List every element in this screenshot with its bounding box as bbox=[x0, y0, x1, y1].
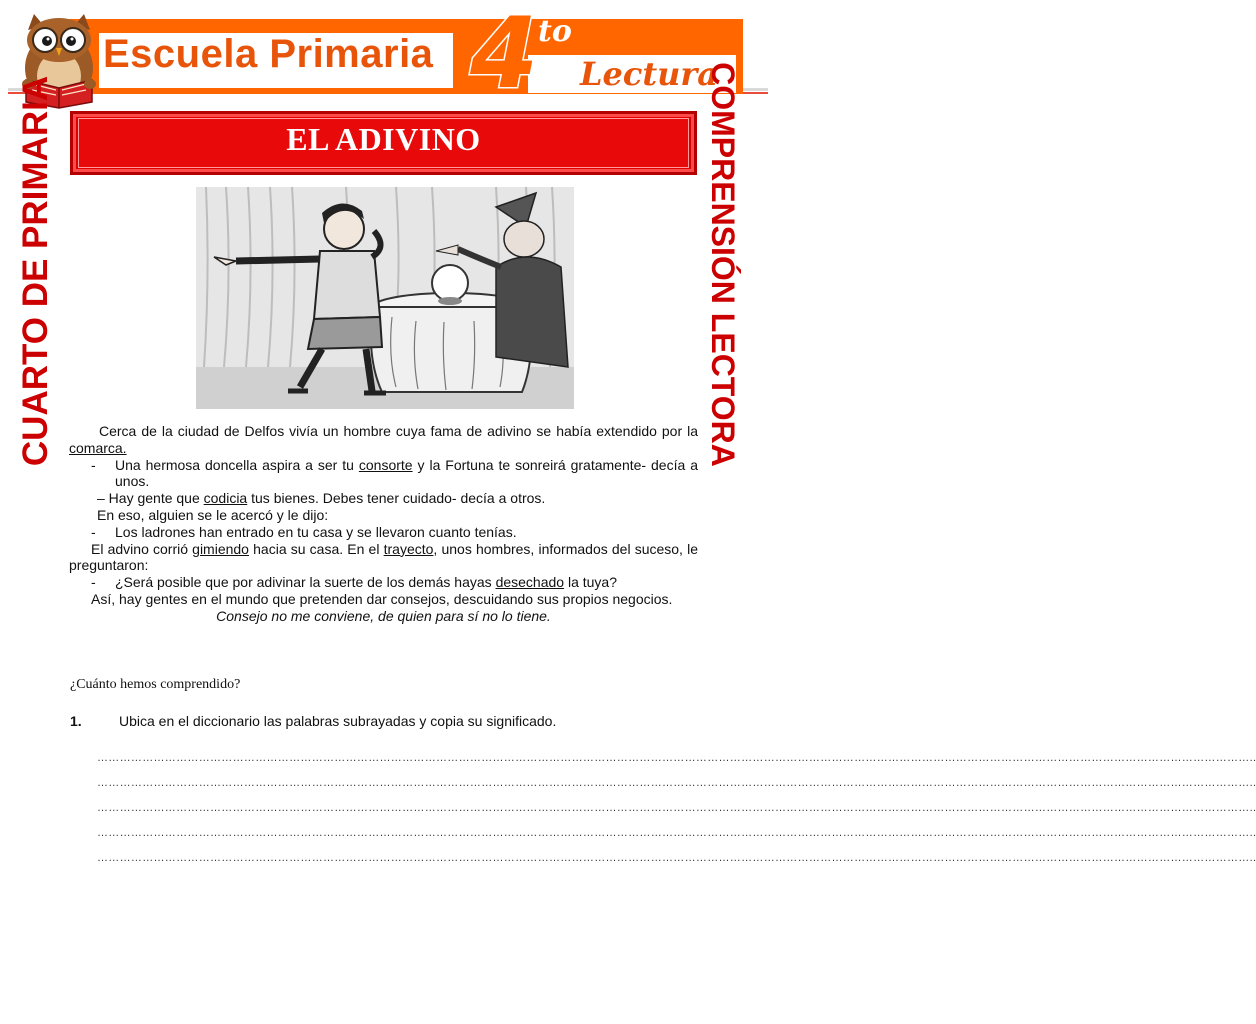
reading-text bbox=[69, 423, 698, 625]
side-label-left-text: CUARTO DE PRIMARIA bbox=[16, 75, 56, 467]
d4-text-b: la tuya? bbox=[564, 574, 618, 591]
dialog-line-2 bbox=[69, 490, 698, 507]
dialog-dash: - bbox=[91, 574, 96, 591]
grade-suffix: to bbox=[538, 14, 572, 49]
d4-text-a: ¿Será posible que por adivinar la suerte de los demás hayas bbox=[115, 574, 496, 591]
header-rule-right-accent bbox=[740, 92, 768, 94]
school-name: Escuela Primaria bbox=[103, 32, 434, 76]
answer-line[interactable]: ……………………………………………………………………………………………………………………………………………………………………………………………………………………………………………………………………………….. bbox=[97, 827, 1256, 839]
dialog-line-3 bbox=[69, 524, 698, 541]
paragraph-4: Así, hay gentes en el mundo que pretenden dar consejos, descuidando sus propios negocios. bbox=[91, 590, 673, 607]
d1-text-a: Una hermosa doncella aspira a ser tu bbox=[115, 456, 359, 473]
subject-label: Lectura bbox=[580, 55, 718, 93]
questions-heading: ¿Cuánto hemos comprendido? bbox=[70, 677, 241, 692]
header-rule-right bbox=[740, 88, 768, 91]
p3-text-a: El advino corrió bbox=[91, 540, 193, 557]
underlined-word-comarca: comarca. bbox=[69, 439, 127, 456]
page-title: EL ADIVINO bbox=[286, 121, 481, 157]
dialog-line-1 bbox=[69, 457, 698, 491]
paragraph-3 bbox=[69, 541, 698, 575]
p1-text: Cerca de la ciudad de Delfos vivía un hombre cuya fama de adivino se había extendido por la bbox=[99, 423, 698, 439]
side-label-right-text: COMPRENSIÓN LECTORA bbox=[704, 61, 741, 467]
answer-line[interactable]: ……………………………………………………………………………………………………………………………………………………………………………………………………………………………………………………………………………….. bbox=[97, 752, 1256, 764]
underlined-word-desechado: desechado bbox=[495, 574, 565, 591]
d2-text-a: – Hay gente que bbox=[97, 490, 204, 507]
question-1-number: 1. bbox=[70, 713, 82, 729]
d2-text-b: tus bienes. Debes tener cuidado- decía a otros. bbox=[247, 490, 546, 507]
p3-text-b: hacia su casa. En el bbox=[248, 540, 384, 557]
question-1-text: Ubica en el diccionario las palabras subrayadas y copia su significado. bbox=[119, 713, 557, 729]
fortune-teller-illustration bbox=[196, 187, 574, 409]
grade-number: 4 bbox=[470, 0, 539, 111]
dialog-line-4 bbox=[69, 574, 698, 591]
answer-line[interactable]: ……………………………………………………………………………………………………………………………………………………………………………………………………………………………………………………………………………….. bbox=[97, 852, 1256, 864]
p3-text-c: , unos hombres, informados del suceso, le preguntaron: bbox=[69, 540, 698, 574]
underlined-word-codicia: codicia bbox=[203, 490, 248, 507]
paragraph-1 bbox=[69, 423, 698, 457]
d3-text: Los ladrones han entrado en tu casa y se llevaron cuanto tenías. bbox=[115, 523, 517, 540]
d1-text-b: y la Fortuna te sonreirá gratamente- decía a unos. bbox=[115, 456, 698, 490]
paragraph-2: En eso, alguien se le acercó y le dijo: bbox=[97, 506, 329, 523]
moral: Consejo no me conviene, de quien para sí no lo tiene. bbox=[216, 607, 551, 624]
answer-line[interactable]: ……………………………………………………………………………………………………………………………………………………………………………………………………………………………………………………………………………….. bbox=[97, 802, 1256, 814]
underlined-word-trayecto: trayecto bbox=[383, 540, 434, 557]
dialog-dash: - bbox=[91, 523, 96, 540]
underlined-word-gimiendo: gimiendo bbox=[192, 540, 249, 557]
underlined-word-consorte: consorte bbox=[358, 456, 413, 473]
side-label-right bbox=[702, 61, 742, 467]
side-label-left bbox=[14, 75, 58, 467]
answer-line[interactable]: ……………………………………………………………………………………………………………………………………………………………………………………………………………………………………………………………………………….. bbox=[97, 777, 1256, 789]
dialog-dash: - bbox=[91, 456, 96, 473]
